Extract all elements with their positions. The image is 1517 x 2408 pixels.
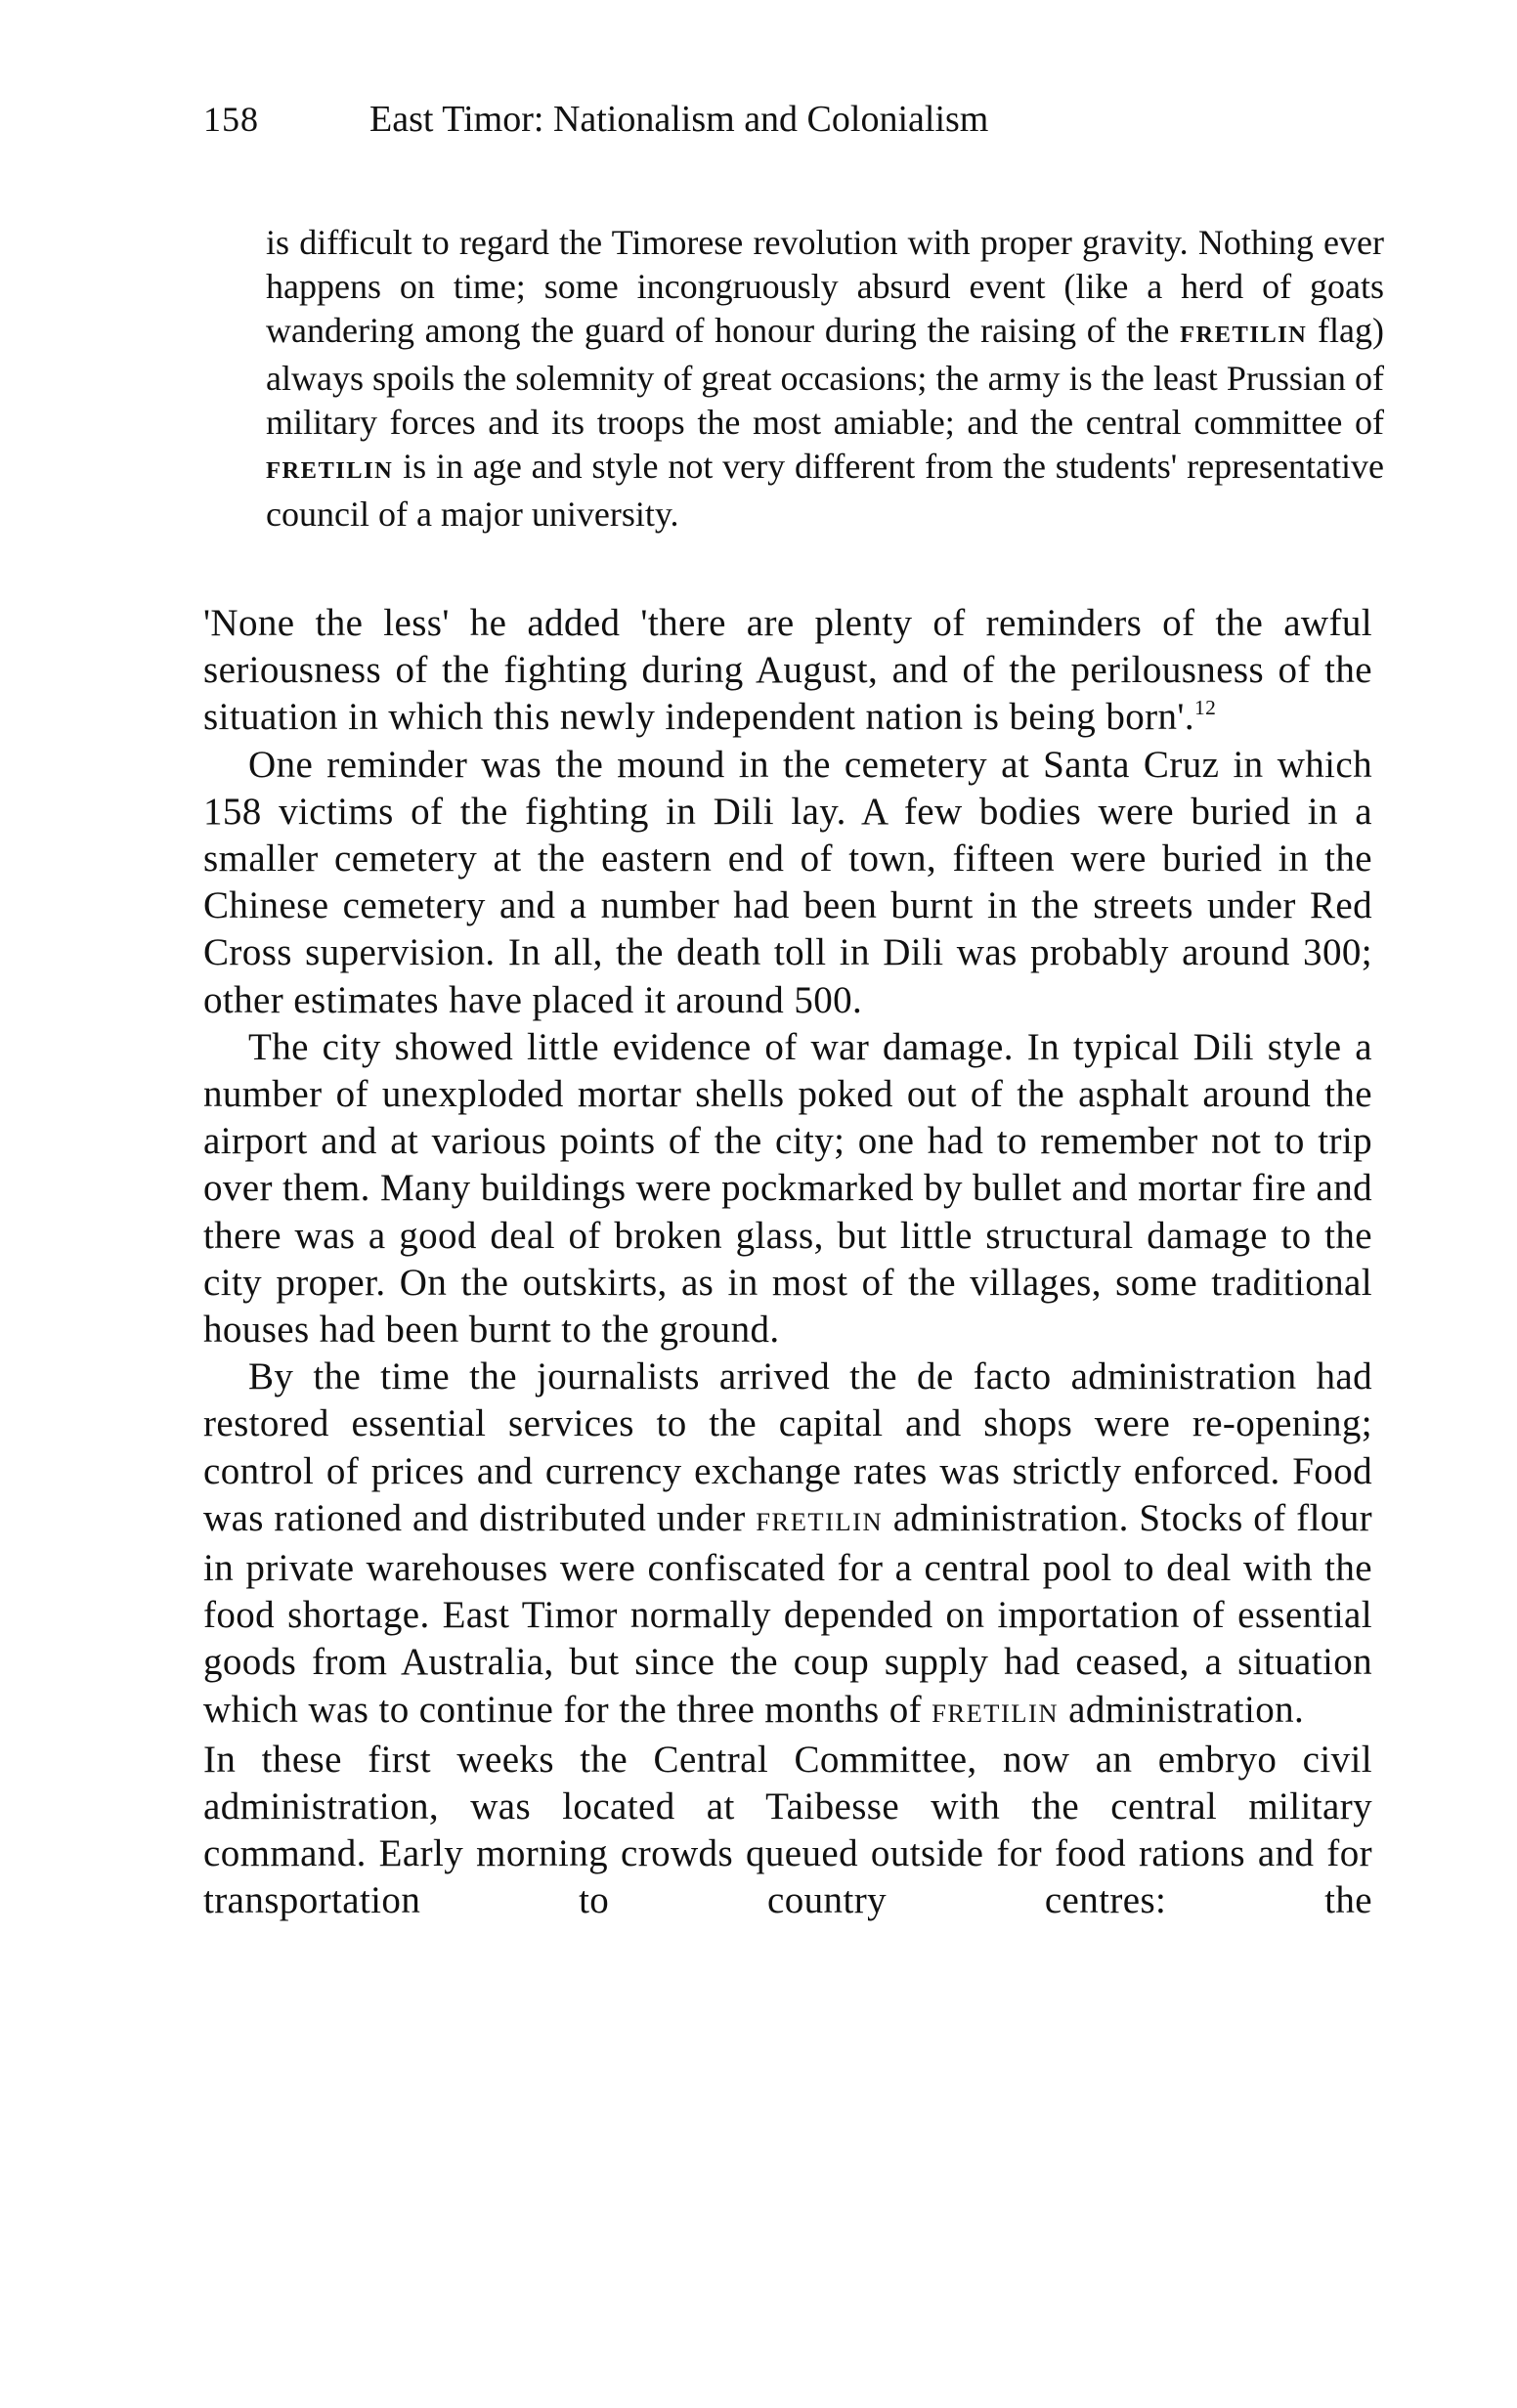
paragraph-4-text-1: By the time the journalists arrived the de facto administration had restored essential services to the capital and shops were re-opening; control of prices and currency exchange rates was strictly enforced. Food was rationed and distributed under [203,1355,1372,1539]
fretilin-small-caps: FRETILIN [932,1698,1059,1728]
body-text [203,600,1372,1925]
paragraph-1 [203,600,1372,742]
paragraph-4 [203,1354,1372,1737]
paragraph-5: In these first weeks the Central Committee, now an embryo civil administration, was located at Taibesse with the central military command. Early morning crowds queued outside for food rations and for transportation to country centres: the [203,1738,1372,1922]
quote-text-3: is in age and style not very different from the students' representative council of a major university. [266,447,1384,534]
quote-text-2: flag) always spoils the solemnity of great occasions; the army is the least Prussian of military forces and its troops the most amiable; and the central committee of [266,311,1384,442]
footnote-marker: 12 [1194,696,1217,720]
fretilin-small-caps: FRETILIN [1180,322,1308,348]
quote-text-1: is difficult to regard the Timorese revolution with proper gravity. Nothing ever happens on time; some incongruously absurd event (like a herd of goats wandering among the guard of honour during the raising of the [266,223,1384,350]
fretilin-small-caps: FRETILIN [266,457,394,484]
running-head [203,98,988,141]
paragraph-3: The city showed little evidence of war damage. In typical Dili style a number of unexploded mortar shells poked out of the asphalt around the airport and at various points of the city; one had to remember not to trip over them. Many buildings were pockmarked by bullet and mortar fire and there was a good deal of broken glass, but little structural damage to the city proper. On the outskirts, as in most of the villages, some traditional houses had been burnt to the ground. [203,1025,1372,1352]
paragraph-4-text-2: administration. Stocks of flour in private warehouses were confiscated for a central pool to deal with the food shortage. East Timor normally depended on importation of essential goods from Australia, but since the coup supply had ceased, a situation which was to continue for the three months of [203,1496,1372,1731]
fretilin-small-caps: FRETILIN [756,1506,884,1536]
running-title: East Timor: Nationalism and Colonialism [369,99,989,140]
quote-paragraph [266,221,1384,537]
paragraph-2: One reminder was the mound in the cemetery at Santa Cruz in which 158 victims of the fighting in Dili lay. A few bodies were buried in a smaller cemetery at the eastern end of town, fifteen were buried in the Chinese cemetery and a number had been burnt in the streets under Red Cross supervision. In all, the death toll in Dili was probably around 300; other estimates have placed it around 500. [203,743,1372,1021]
paragraph-4-text-3: administration. [1058,1688,1305,1731]
block-quote [266,221,1384,537]
paragraph-1-text: 'None the less' he added 'there are plenty of reminders of the awful seriousness of the fighting during August, and of the perilousness of the situation in which this newly independent nation is being born'. [203,602,1372,739]
page-number: 158 [203,100,259,139]
